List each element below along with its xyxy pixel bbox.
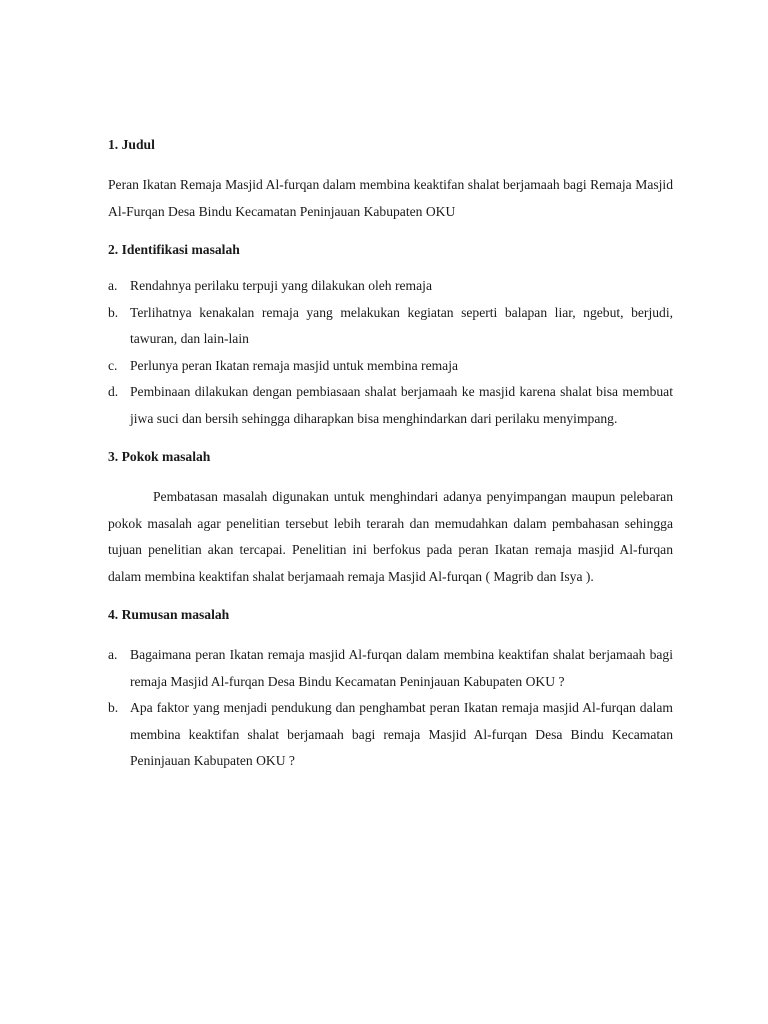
section-heading-identifikasi: 2. Identifikasi masalah <box>108 242 240 257</box>
list-marker: b. <box>108 304 119 320</box>
list-item-text: Rendahnya perilaku terpuji yang dilakukan oleh remaja <box>130 278 432 293</box>
document-body <box>108 132 673 775</box>
title-paragraph: Peran Ikatan Remaja Masjid Al-furqan dalam membina keaktifan shalat berjamaah bagi Remaja Masjid Al-Furqan Desa Bindu Kecamatan Peninjauan Kabupaten OKU <box>108 177 673 219</box>
list-item <box>108 273 673 300</box>
list-item <box>108 300 673 353</box>
list-item <box>108 642 673 695</box>
list-marker: c. <box>108 357 118 373</box>
list-item-text: Perlunya peran Ikatan remaja masjid untuk membina remaja <box>130 357 459 373</box>
list-item-text: Pembinaan dilakukan dengan pembiasaan shalat berjamaah ke masjid karena shalat bisa membuat jiwa suci dan bersih sehingga diharapkan bisa menghindarkan dari perilaku menyimpang. <box>130 384 673 426</box>
list-item <box>108 695 673 775</box>
section-heading-pokok: 3. Pokok masalah <box>108 449 211 464</box>
identifikasi-list <box>108 273 673 432</box>
section-heading-judul: 1. Judul <box>108 137 155 152</box>
list-item <box>108 379 673 432</box>
list-item-text: Terlihatnya kenakalan remaja yang melakukan kegiatan seperti balapan liar, ngebut, berjudi, tawuran, dan lain-lain <box>130 304 673 346</box>
pokok-paragraph: Pembatasan masalah digunakan untuk menghindari adanya penyimpangan maupun pelebaran pokok masalah agar penelitian tersebut lebih terarah dan memudahkan dalam pembahasan sehingga tujuan penelitian akan tercapai. Penelitian ini berfokus pada peran Ikatan remaja masjid Al-furqan dalam membina keaktifan shalat berjamaah remaja Masjid Al-furqan ( Magrib dan Isya ). <box>108 489 673 584</box>
list-marker: a. <box>108 278 118 293</box>
list-item <box>108 353 673 380</box>
list-marker: a. <box>108 647 118 662</box>
list-item-text: Apa faktor yang menjadi pendukung dan penghambat peran Ikatan remaja masjid Al-furqan dalam membina keaktifan shalat berjamaah bagi remaja Masjid Al-furqan Desa Bindu Kecamatan Peninjauan Kabupaten OKU ? <box>130 700 673 768</box>
list-item-text: Bagaimana peran Ikatan remaja masjid Al-furqan dalam membina keaktifan shalat berjamaah bagi remaja Masjid Al-furqan Desa Bindu Kecamatan Peninjauan Kabupaten OKU ? <box>130 647 673 689</box>
list-marker: d. <box>108 384 119 399</box>
rumusan-list <box>108 642 673 775</box>
list-marker: b. <box>108 700 119 715</box>
section-heading-rumusan: 4. Rumusan masalah <box>108 607 230 622</box>
